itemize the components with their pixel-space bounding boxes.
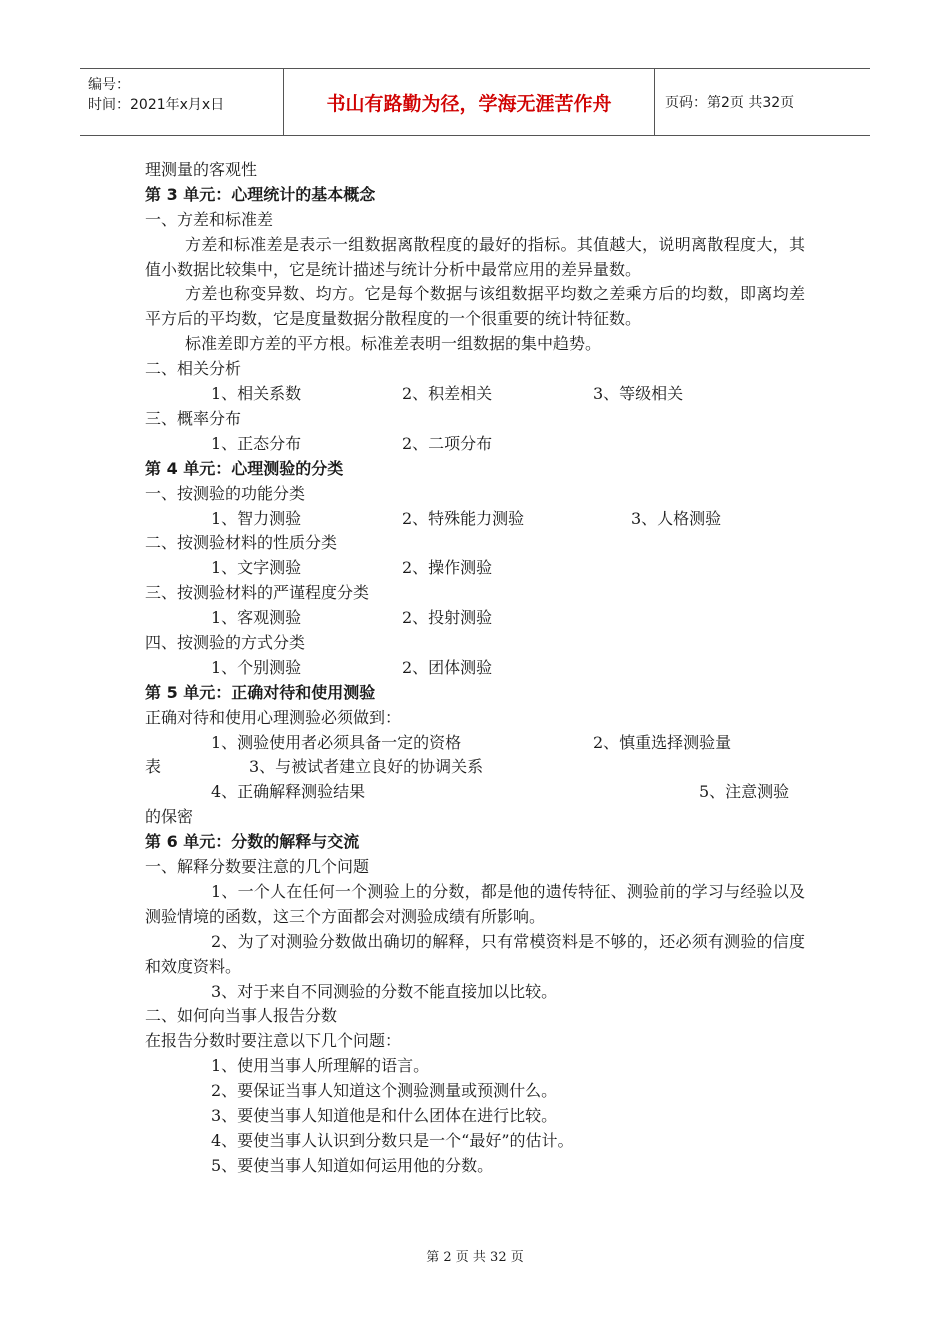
- list-item: 3、与被试者建立良好的协调关系: [249, 757, 484, 777]
- section-heading: 正确对待和使用心理测验必须做到：: [145, 707, 402, 727]
- list-item: 1、客观测验: [211, 608, 302, 628]
- section-heading: 一、方差和标准差: [145, 209, 274, 229]
- list-item: 2、积差相关: [402, 384, 493, 404]
- item-row: [145, 780, 805, 805]
- list-item: 2、二项分布: [402, 433, 493, 453]
- item-row: [145, 606, 805, 631]
- section-heading: 二、如何向当事人报告分数: [145, 1006, 338, 1026]
- list-item: 2、慎重选择测验量: [593, 732, 732, 752]
- item-row: [145, 656, 805, 681]
- time-label: 时间：2021年x月x日: [88, 97, 225, 113]
- list-item: 1、测验使用者必须具备一定的资格: [211, 732, 462, 752]
- list-item: 3、人格测验: [631, 508, 722, 528]
- header-meta: [80, 69, 283, 135]
- list-item: 1、相关系数: [211, 384, 302, 404]
- item-row: [145, 507, 805, 532]
- list-item: 表: [145, 757, 162, 777]
- list-item: 4、要使当事人认识到分数只是一个“最好”的估计。: [211, 1130, 574, 1150]
- paragraph: 标准差即方差的平方根。标准差表明一组数据的集中趋势。: [185, 334, 602, 354]
- list-item: 3、要使当事人知道他是和什么团体在进行比较。: [211, 1105, 558, 1125]
- paragraph: 1、一个人在任何一个测验上的分数，都是他的遗传特征、测验前的学习与经验以及测验情境的函数，这三个方面都会对测验成绩有所影响。: [145, 881, 805, 926]
- item-row: [145, 382, 805, 407]
- list-item: 1、正态分布: [211, 433, 302, 453]
- paragraph: 方差和标准差是表示一组数据离散程度的最好的指标。其值越大，说明离散程度大，其值小数据比较集中，它是统计描述与统计分析中最常应用的差异量数。: [145, 234, 805, 279]
- section-heading: 四、按测验的方式分类: [145, 632, 306, 652]
- section-heading: 二、按测验材料的性质分类: [145, 533, 338, 553]
- header-motto: 书山有路勤为径，学海无涯苦作舟: [283, 69, 655, 135]
- page-footer: 第 2 页 共 32 页: [426, 1250, 524, 1265]
- document-body: [145, 158, 805, 1179]
- header-page-info: 页码：第2页 共32页: [665, 95, 795, 111]
- section-heading: 一、解释分数要注意的几个问题: [145, 857, 370, 876]
- list-item: 2、团体测验: [402, 657, 493, 677]
- list-item: 5、注意测验: [699, 782, 790, 802]
- text-line: 的保密: [145, 807, 194, 827]
- paragraph: 方差也称变异数、均方。它是每个数据与该组数据平均数之差乘方后的均数，即离均差平方后的平均数，它是度量数据分散程度的一个很重要的统计特征数。: [145, 284, 805, 329]
- list-item: 1、文字测验: [211, 558, 302, 578]
- list-item: 2、投射测验: [402, 608, 493, 628]
- section-heading: 三、按测验材料的严谨程度分类: [145, 583, 370, 603]
- unit-heading: 第 3 单元：心理统计的基本概念: [145, 184, 376, 204]
- list-item: 2、操作测验: [402, 558, 493, 578]
- list-item: 4、正确解释测验结果: [211, 782, 366, 802]
- item-row: [145, 755, 805, 780]
- page-header: [80, 68, 870, 136]
- list-item: 3、等级相关: [593, 384, 684, 404]
- text-line: 在报告分数时要注意以下几个问题：: [145, 1031, 402, 1051]
- unit-heading: 第 6 单元：分数的解释与交流: [145, 832, 360, 852]
- list-item: 5、要使当事人知道如何运用他的分数。: [211, 1155, 494, 1175]
- item-row: [145, 556, 805, 581]
- list-item: 1、个别测验: [211, 657, 302, 677]
- section-heading: 一、按测验的功能分类: [145, 483, 306, 503]
- paragraph: 2、为了对测验分数做出确切的解释，只有常模资料是不够的，还必须有测验的信度和效度资料。: [145, 931, 805, 976]
- number-label: 编号：: [88, 77, 130, 93]
- list-item: 2、特殊能力测验: [402, 508, 525, 528]
- unit-heading: 第 5 单元：正确对待和使用测验: [145, 682, 376, 702]
- unit-heading: 第 4 单元：心理测验的分类: [145, 458, 344, 478]
- section-heading: 三、概率分布: [145, 408, 242, 428]
- list-item: 1、使用当事人所理解的语言。: [211, 1056, 430, 1076]
- text-line: 理测量的客观性: [145, 160, 258, 179]
- item-row: [145, 432, 805, 457]
- paragraph: 3、对于来自不同测验的分数不能直接加以比较。: [211, 981, 558, 1001]
- list-item: 2、要保证当事人知道这个测验测量或预测什么。: [211, 1081, 558, 1101]
- section-heading: 二、相关分析: [145, 359, 242, 379]
- list-item: 1、智力测验: [211, 508, 302, 528]
- item-row: [145, 731, 805, 756]
